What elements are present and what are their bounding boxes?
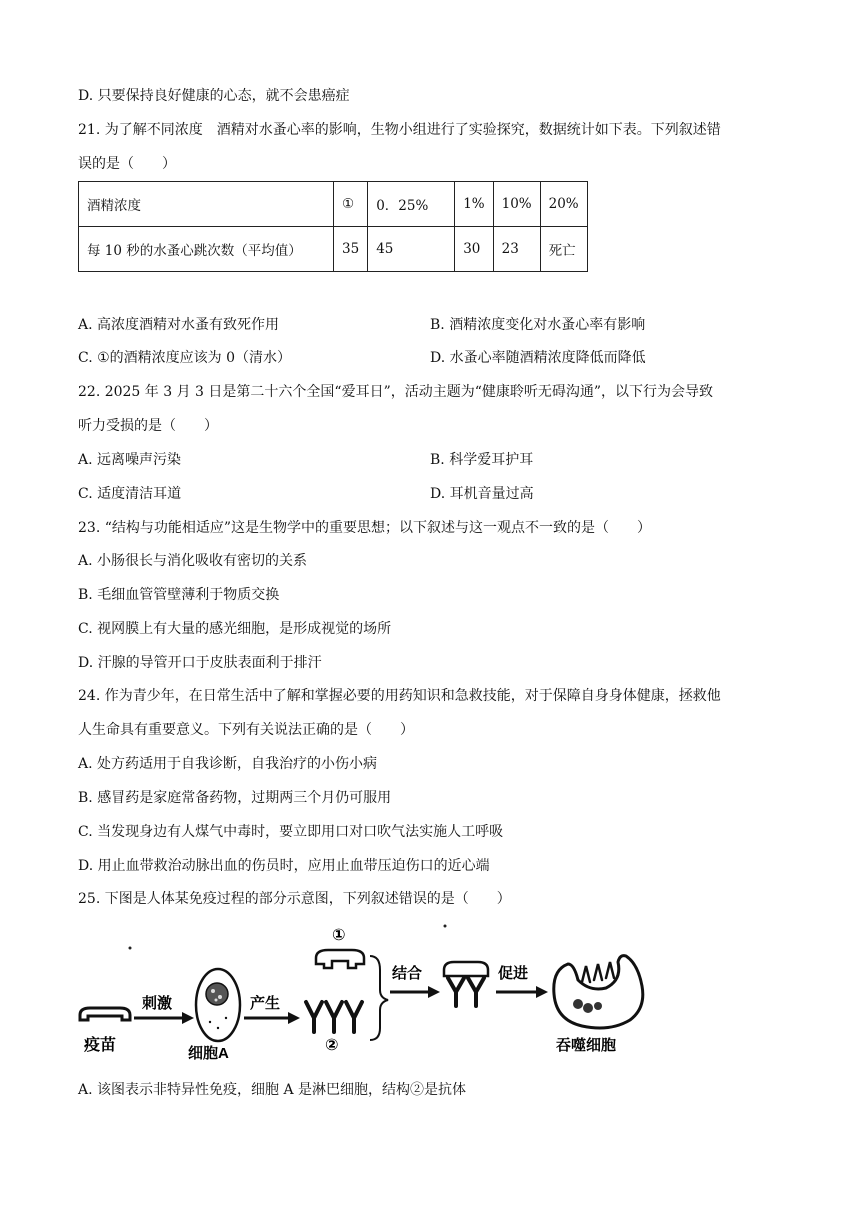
q23-stem: 23. “结构与功能相适应”这是生物学中的重要思想；以下叙述与这一观点不一致的是（ ）	[78, 520, 652, 536]
table-cell: 死亡	[540, 227, 587, 272]
q21-option-b: B. 酒精浓度变化对水蚤心率有影响	[430, 317, 646, 333]
q24-option-d: D. 用止血带救治动脉出血的伤员时，应用止血带压迫伤口的近心端	[78, 858, 490, 874]
q22-option-b: B. 科学爱耳护耳	[430, 452, 534, 468]
antigen-antibody-complex	[444, 962, 488, 1006]
q23-option-d: D. 汗腺的导管开口于皮肤表面利于排汗	[78, 655, 322, 671]
arrow-promote	[496, 986, 548, 998]
table-cell: 45	[368, 227, 455, 272]
arrow-bind	[390, 986, 440, 998]
q20-option-d: D. 只要保持良好健康的心态，就不会患癌症	[78, 88, 350, 104]
label-cell-a: 细胞A	[188, 1045, 229, 1062]
vaccine-shape	[80, 1008, 130, 1020]
q24-stem-line2: 人生命具有重要意义。下列有关说法正确的是（ ）	[78, 722, 414, 738]
q25-stem: 25. 下图是人体某免疫过程的部分示意图，下列叙述错误的是（ ）	[78, 891, 511, 907]
cell-a	[196, 969, 240, 1041]
q21-option-d: D. 水蚤心率随酒精浓度降低而降低	[430, 350, 646, 366]
label-vaccine: 疫苗	[84, 1037, 117, 1054]
label-structure-2: ②	[325, 1037, 339, 1054]
q21-stem-line1: 21. 为了解不同浓度 酒精对水蚤心率的影响，生物小组进行了实验探究，数据统计如下表。下列叙述错	[78, 122, 721, 138]
table-row	[79, 227, 588, 272]
label-stimulate: 刺激	[142, 995, 173, 1012]
q25-option-a: A. 该图表示非特异性免疫，细胞 A 是淋巴细胞，结构②是抗体	[78, 1082, 467, 1098]
q21-stem-line2: 误的是（ ）	[78, 156, 176, 172]
q22-stem-line2: 听力受损的是（ ）	[78, 418, 218, 434]
q23-option-a: A. 小肠很长与消化吸收有密切的关系	[78, 553, 308, 569]
q24-option-b: B. 感冒药是家庭常备药物，过期两三个月仍可服用	[78, 790, 392, 806]
speck	[129, 947, 132, 950]
antibodies	[306, 1002, 362, 1032]
q23-option-c: C. 视网膜上有大量的感光细胞，是形成视觉的场所	[78, 621, 392, 637]
table-cell: 每 10 秒的水蚤心跳次数（平均值）	[79, 227, 334, 272]
speck	[444, 925, 447, 928]
table-cell: 0．25%	[368, 182, 455, 227]
q22-option-a: A. 远离噪声污染	[78, 452, 182, 468]
q21-option-c: C. ①的酒精浓度应该为 0（清水）	[78, 350, 292, 366]
q22-option-c: C. 适度清洁耳道	[78, 486, 182, 502]
table-row	[79, 182, 588, 227]
q21-option-a: A. 高浓度酒精对水蚤有致死作用	[78, 317, 280, 333]
table-cell: 1%	[455, 182, 493, 227]
q23-option-b: B. 毛细血管管壁薄利于物质交换	[78, 587, 280, 603]
table-cell: 35	[334, 227, 368, 272]
q24-option-a: A. 处方药适用于自我诊断，自我治疗的小伤小病	[78, 756, 378, 772]
table-cell: 酒精浓度	[79, 182, 334, 227]
q22-option-d: D. 耳机音量过高	[430, 486, 534, 502]
q24-option-c: C. 当发现身边有人煤气中毒时，要立即用口对口吹气法实施人工呼吸	[78, 824, 504, 840]
table-cell: 30	[455, 227, 493, 272]
label-structure-1: ①	[332, 927, 346, 944]
phagocyte	[554, 956, 643, 1028]
alcohol-heart-rate-table	[78, 181, 588, 272]
table-cell: 10%	[493, 182, 540, 227]
table-cell: 20%	[540, 182, 587, 227]
q22-stem-line1: 22. 2025 年 3 月 3 日是第二十六个全国“爱耳日”，活动主题为“健康聆听无碍沟通”，以下行为会导致	[78, 384, 714, 400]
label-phagocyte: 吞噬细胞	[556, 1037, 617, 1054]
label-bind: 结合	[392, 965, 423, 982]
arrow-produce	[244, 1012, 300, 1024]
label-promote: 促进	[498, 965, 529, 982]
q24-stem-line1: 24. 作为青少年，在日常生活中了解和掌握必要的用药知识和急救技能，对于保障自身身体健康，拯救他	[78, 688, 721, 704]
antigen-1	[316, 950, 364, 968]
immune-process-diagram	[70, 920, 650, 1065]
brace	[370, 956, 388, 1040]
label-produce: 产生	[250, 995, 281, 1012]
table-cell: 23	[493, 227, 540, 272]
table-cell: ①	[334, 182, 368, 227]
arrow-stimulate	[134, 1012, 194, 1024]
